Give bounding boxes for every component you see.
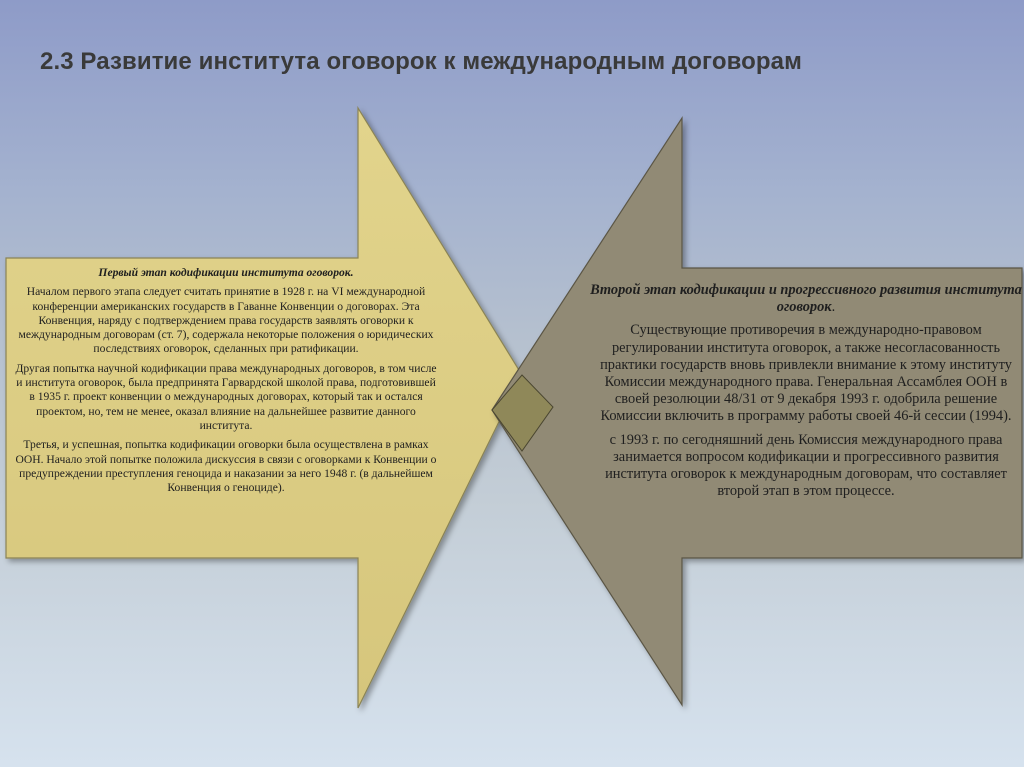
first-stage-text-block [14,266,438,500]
first-stage-paragraph-1: Началом первого этапа следует считать принятие в 1928 г. на VI международной конференции американских государств в Гаванне Конвенции о договорах. Эта Конвенция, наряду с подтверждением права государств заявлять оговорки к международным договорам (ст. 7), содержала некоторые положения о юридических последствиях оговорок, сделанных при ратификации. [18,285,434,356]
first-stage-heading: Первый этап кодификации института оговорок. [98,266,354,279]
second-stage-heading-line [590,282,1022,316]
first-stage-paragraph-2: Другая попытка научной кодификации права международных договоров, в том числе и института оговорок, была предпринята Гарвардской школой права, подготовившей в 1935 г. проект конвенции о международных договорах, который так и остался проектом, но, тем не менее, оказал влияние на дальнейшее развитие данного института. [15,361,437,432]
slide-title: 2.3 Развитие института оговорок к международным договорам [40,48,802,75]
second-stage-paragraph-1: Существующие противоречия в международно-правовом регулировании института оговорок, а также несогласованность практики государств вновь привлекли внимание к этому институту Комиссии международного права. Генеральная Ассамблея ООН в своей резолюции 48/31 от 9 декабря 1993 г. одобрила решение Комиссии включить в программу работы своей 46-й сессии (1994). [600,322,1012,425]
second-stage-heading-suffix: . [831,299,836,316]
second-stage-heading: Второй этап кодификации и прогрессивного развития института оговорок [590,282,1022,316]
second-stage-text-block [590,282,1022,506]
first-stage-paragraph-3: Третья, и успешная, попытка кодификации оговорки была осуществлена в рамках ООН. Начало этой попытке положила дискуссия в связи с оговорками к Конвенции о предупреждении преступления геноцида и наказании за него 1948 г. (в дальнейшем Конвенция о геноциде). [15,438,437,495]
second-stage-paragraph-2: с 1993 г. по сегодняшний день Комиссия международного права занимается вопросом кодификации и прогрессивного развития института оговорок к международным договорам, что составляет второй этап в этом процессе. [605,431,1007,500]
